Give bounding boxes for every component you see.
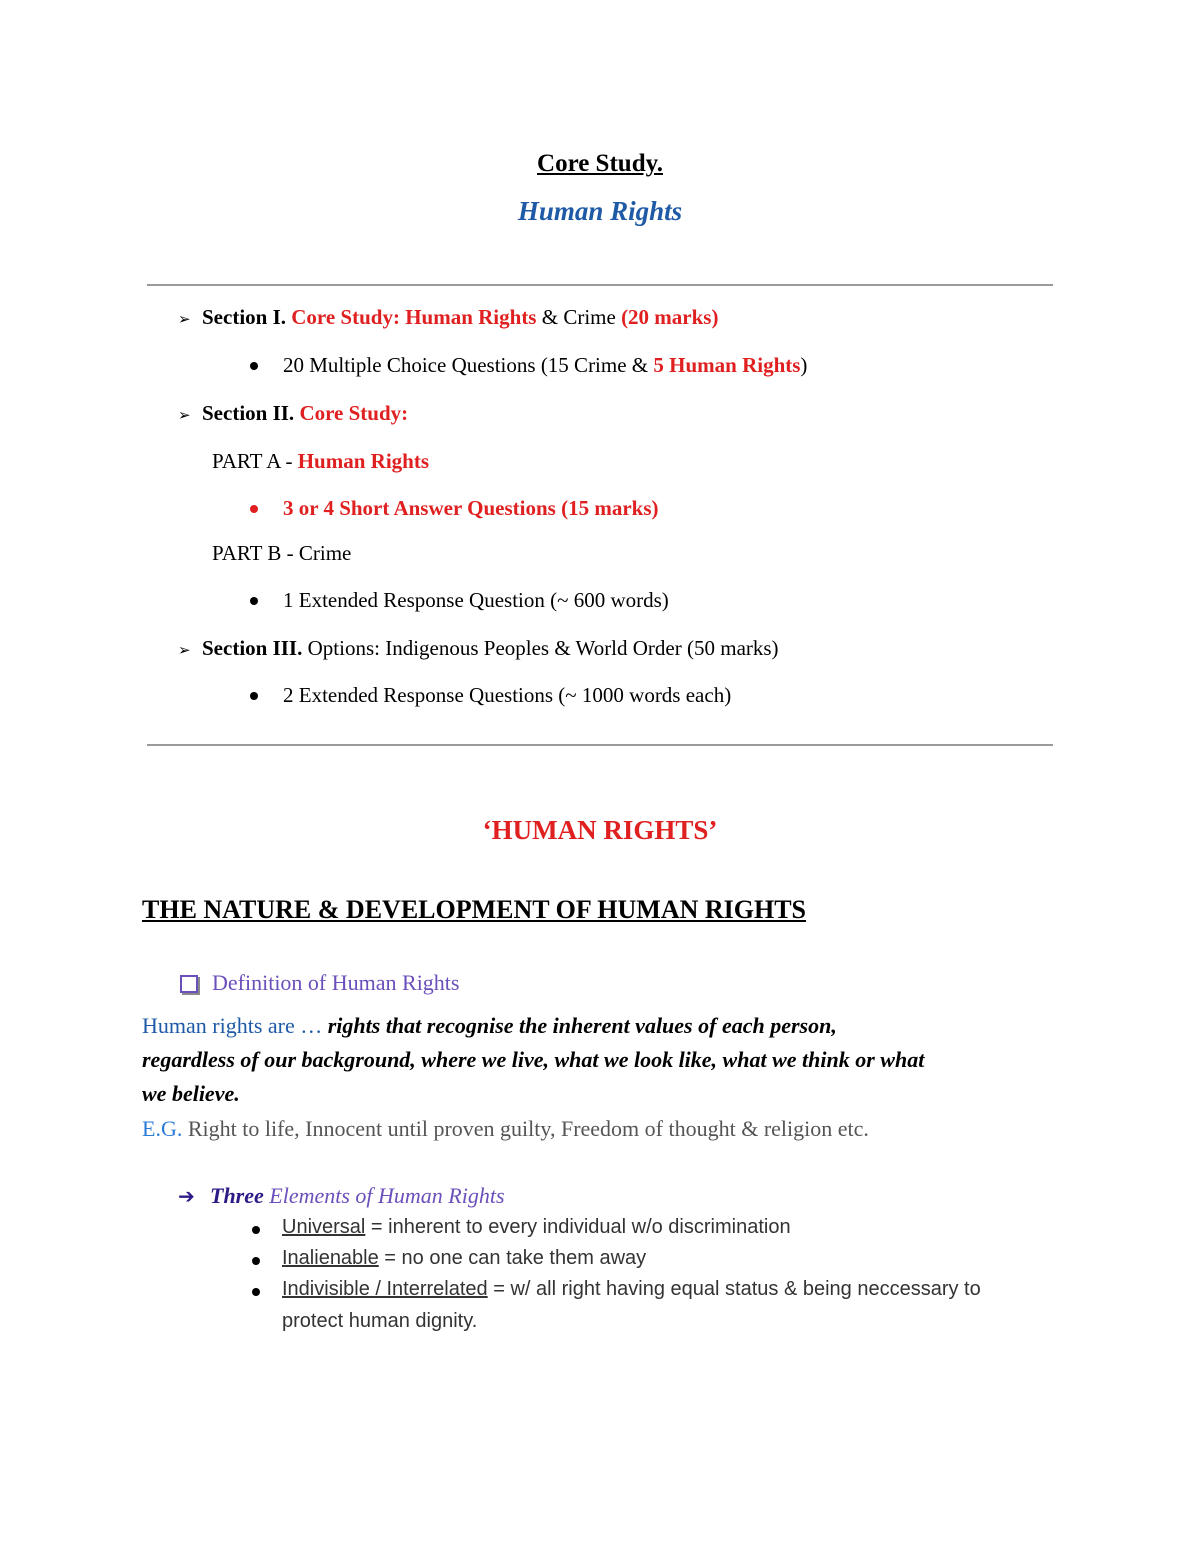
example-label: E.G. xyxy=(142,1116,183,1141)
section-1-label: Section I. xyxy=(202,305,286,329)
section-3-bullet: 2 Extended Response Questions (~ 1000 words each) xyxy=(283,683,732,707)
bullet-dot-icon xyxy=(252,1226,260,1234)
section-1-bullet-text-a: 20 Multiple Choice Questions (15 Crime & xyxy=(283,353,654,377)
example-text: Right to life, Innocent until proven guilty, Freedom of thought & religion etc. xyxy=(182,1116,869,1141)
element-desc: = w/ all right having equal status & being neccessary to xyxy=(487,1278,981,1300)
element-desc: = inherent to every individual w/o discrimination xyxy=(365,1216,791,1238)
definition-line-2: regardless of our background, where we live, what we look like, what we think or what xyxy=(142,1047,925,1072)
part-a-dash: - xyxy=(280,449,298,473)
element-desc: = no one can take them away xyxy=(378,1247,647,1269)
section-1-marks: (20 marks) xyxy=(621,305,719,329)
bullet-dot-icon xyxy=(252,1257,260,1265)
bullet-dot-icon xyxy=(252,1288,260,1296)
section-1-bullet-text-b: 5 Human Rights xyxy=(653,353,801,377)
arrowhead-bullet-icon: ➢ xyxy=(178,406,191,424)
bullet-dot-icon xyxy=(250,505,258,513)
example-line xyxy=(142,1116,869,1142)
section-2-line xyxy=(178,401,408,426)
section-3-label: Section III. xyxy=(202,636,303,660)
section-1-line xyxy=(178,305,718,330)
quote-heading: ‘HUMAN RIGHTS’ xyxy=(482,815,718,845)
top-divider xyxy=(147,284,1053,286)
bullet-dot-icon xyxy=(250,362,258,370)
element-item-indivisible xyxy=(282,1278,981,1301)
definition-lead: Human rights are … xyxy=(142,1013,328,1038)
part-a-bullet: 3 or 4 Short Answer Questions (15 marks) xyxy=(283,496,659,520)
part-b-bullet: 1 Extended Response Question (~ 600 words) xyxy=(283,588,669,612)
definition-text-1: rights that recognise the inherent values of each person, xyxy=(327,1013,837,1038)
checkbox-icon xyxy=(180,975,198,993)
bullet-dot-icon xyxy=(250,597,258,605)
bottom-divider xyxy=(147,744,1053,746)
section-1-topic-extra: & Crime xyxy=(536,305,622,329)
page-title: Core Study. xyxy=(537,150,663,177)
part-b-line xyxy=(212,541,351,566)
section-heading: THE NATURE & DEVELOPMENT OF HUMAN RIGHTS xyxy=(142,895,807,924)
part-a-label: PART A xyxy=(212,449,281,473)
elements-title-rest: Elements of Human Rights xyxy=(263,1183,505,1208)
arrowhead-bullet-icon: ➢ xyxy=(178,641,191,659)
section-3-topic: Options: Indigenous Peoples & World Order (50 marks) xyxy=(302,636,779,660)
arrow-right-icon: ➔ xyxy=(178,1184,195,1208)
section-3-line xyxy=(178,636,779,661)
section-1-bullet-text-c: ) xyxy=(800,353,808,377)
section-1-topic: Core Study: Human Rights xyxy=(291,305,537,329)
bullet-dot-icon xyxy=(250,692,258,700)
definition-line-1 xyxy=(142,1013,837,1039)
section-2-label: Section II. xyxy=(202,401,295,425)
section-2-topic: Core Study: xyxy=(299,401,409,425)
element-term: Universal xyxy=(282,1216,366,1238)
element-item-universal xyxy=(282,1216,791,1239)
page-subtitle: Human Rights xyxy=(517,196,683,226)
element-item-inalienable xyxy=(282,1247,646,1270)
part-a-topic: Human Rights xyxy=(297,449,429,473)
definition-line-3: we believe. xyxy=(142,1081,240,1106)
part-b-dash: - Crime xyxy=(281,541,352,565)
element-item-indivisible-cont: protect human dignity. xyxy=(282,1310,478,1332)
part-a-line xyxy=(212,449,429,474)
element-term: Indivisible / Interrelated xyxy=(282,1278,488,1300)
part-b-label: PART B xyxy=(212,541,282,565)
definition-title: Definition of Human Rights xyxy=(212,970,460,995)
arrowhead-bullet-icon: ➢ xyxy=(178,310,191,328)
section-1-bullet xyxy=(283,353,807,378)
element-term: Inalienable xyxy=(282,1247,379,1269)
elements-three: Three xyxy=(210,1183,264,1208)
elements-heading xyxy=(178,1183,505,1209)
